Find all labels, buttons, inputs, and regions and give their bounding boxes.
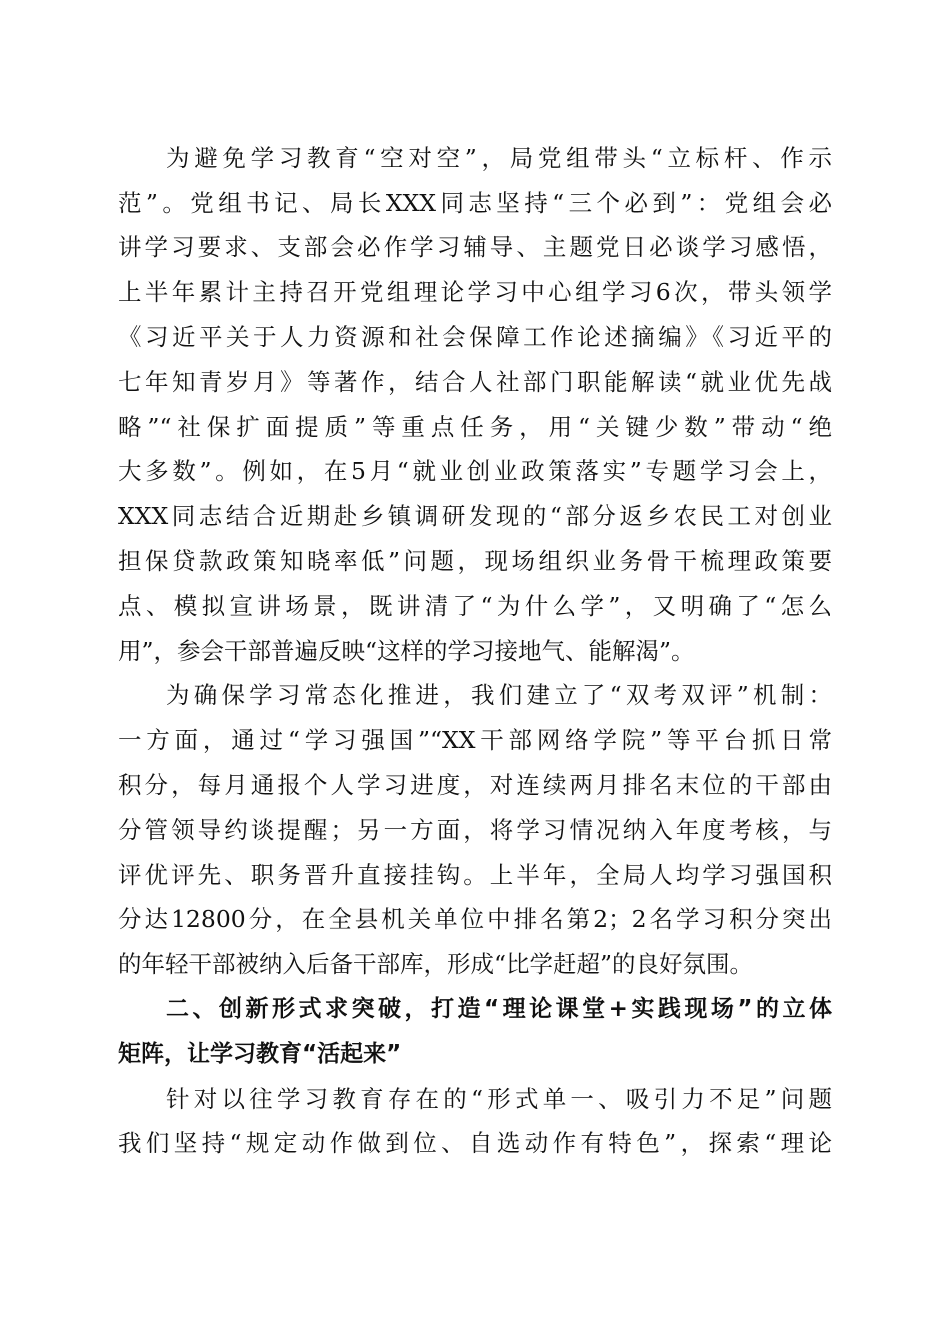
paragraph-2-line-4: 分管领导约谈提醒；另一方面，将学习情况纳入年度考核，与 (118, 816, 832, 844)
section-heading-line-2: 矩阵，让学习教育“活起来” (118, 1041, 402, 1067)
paragraph-1-line-4: 上半年累计主持召开党组理论学习中心组学习6次，带头领学 (118, 278, 832, 306)
paragraph-1-line-9: XXX同志结合近期赴乡镇调研发现的“部分返乡农民工对创业 (118, 502, 832, 530)
paragraph-1-line-12: 用”，参会干部普遍反映“这样的学习接地气、能解渴”。 (118, 637, 695, 665)
paragraph-1-line-6: 七年知青岁月》等著作，结合人社部门职能解读“就业优先战 (118, 368, 832, 396)
paragraph-2-line-6: 分达12800分，在全县机关单位中排名第2；2名学习积分突出 (118, 905, 832, 933)
paragraph-1-line-10: 担保贷款政策知晓率低”问题，现场组织业务骨干梳理政策要 (118, 547, 832, 575)
paragraph-2-line-3: 积分，每月通报个人学习进度，对连续两月排名末位的干部由 (118, 771, 832, 799)
paragraph-3-line-1: 针对以往学习教育存在的“形式单一、吸引力不足”问题 (166, 1085, 832, 1113)
paragraph-1-line-5: 《习近平关于人力资源和社会保障工作论述摘编》《习近平的 (118, 323, 832, 351)
paragraph-2-line-5: 评优评先、职务晋升直接挂钩。上半年，全局人均学习强国积 (118, 861, 832, 889)
paragraph-1-line-1: 为避免学习教育“空对空”，局党组带头“立标杆、作示 (166, 144, 832, 172)
paragraph-1-line-7: 略”“社保扩面提质”等重点任务，用“关键少数”带动“绝 (118, 413, 832, 441)
paragraph-1-line-3: 讲学习要求、支部会必作学习辅导、主题党日必谈学习感悟， (118, 233, 832, 261)
section-heading-line-1: 二、创新形式求突破，打造“理论课堂+实践现场”的立体 (166, 996, 832, 1022)
paragraph-2-line-7: 的年轻干部被纳入后备干部库，形成“比学赶超”的良好氛围。 (118, 950, 754, 978)
paragraph-2-line-1: 为确保学习常态化推进，我们建立了“双考双评”机制： (166, 681, 832, 709)
paragraph-1-line-11: 点、模拟宣讲场景，既讲清了“为什么学”，又明确了“怎么 (118, 592, 832, 620)
paragraph-2-line-2: 一方面，通过“学习强国”“XX干部网络学院”等平台抓日常 (118, 726, 832, 754)
paragraph-1-line-8: 大多数”。例如，在5月“就业创业政策落实”专题学习会上， (118, 457, 832, 485)
paragraph-3-line-2: 我们坚持“规定动作做到位、自选动作有特色”，探索“理论 (118, 1129, 832, 1157)
paragraph-1-line-2: 范”。党组书记、局长XXX同志坚持“三个必到”：党组会必 (118, 189, 832, 217)
